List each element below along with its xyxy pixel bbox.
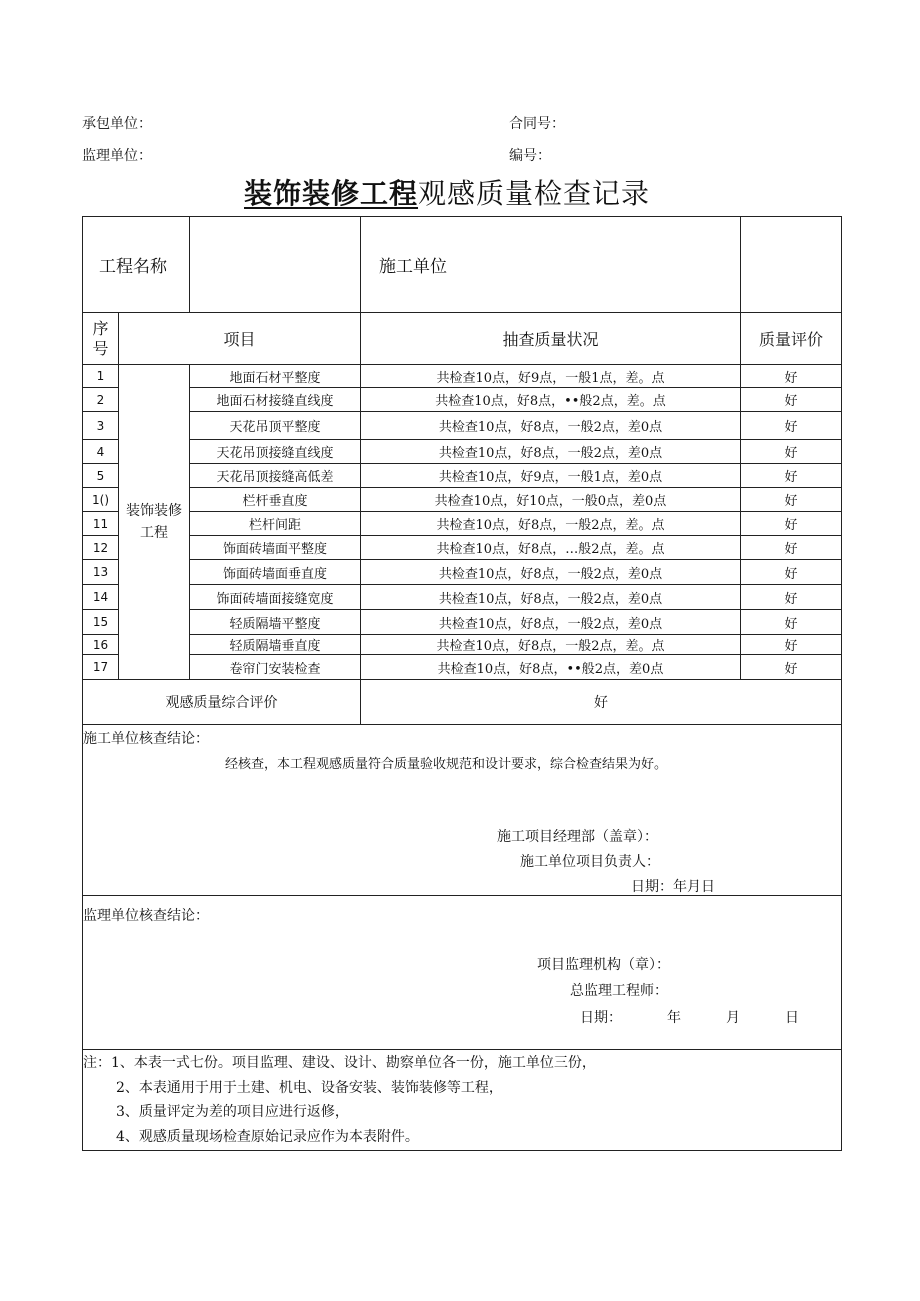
- row-number: 14: [83, 585, 119, 610]
- supervision-year: 年: [667, 1010, 681, 1026]
- table-row: [83, 388, 842, 412]
- row-item: 卷帘门安装检查: [190, 655, 361, 680]
- row-status: 共检查10点，好8点，一般2点，差0点: [361, 610, 741, 635]
- table-row: [83, 655, 842, 680]
- construction-unit-label: [361, 217, 741, 313]
- table-row: [83, 365, 842, 388]
- row-status: 共检查10点，好10点，一般0点，差0点: [361, 488, 741, 512]
- row-number: 3: [83, 412, 119, 440]
- construction-seal: 施工项目经理部（盖章）：: [497, 829, 658, 845]
- row-item: 天花吊顶接缝高低差: [190, 464, 361, 488]
- construction-review-cell: [83, 725, 842, 896]
- table-row: [83, 440, 842, 464]
- row-number: 5: [83, 464, 119, 488]
- row-item: 栏杆间距: [190, 512, 361, 536]
- row-status: 共检查10点，好8点，一般2点，差0点: [361, 412, 741, 440]
- col-item-header: 项目: [119, 313, 361, 365]
- row-item: 饰面砖墙面平整度: [190, 536, 361, 560]
- row-item: 栏杆垂直度: [190, 488, 361, 512]
- row-rating: 好: [741, 464, 842, 488]
- table-row: [83, 635, 842, 655]
- row-status: 共检查10点，好8点，••般2点，差。点: [361, 388, 741, 412]
- col-rating-header: 质量评价: [741, 313, 842, 365]
- supervision-date-label: 日期：: [580, 1010, 622, 1026]
- supervision-day: 日: [785, 1010, 799, 1026]
- row-rating: 好: [741, 412, 842, 440]
- row-rating: 好: [741, 365, 842, 388]
- supervision-review-title: 监理单位核查结论：: [83, 908, 209, 924]
- row-status: 共检查10点，好8点，一般2点，差0点: [361, 560, 741, 585]
- row-rating: 好: [741, 585, 842, 610]
- row-status: 共检查10点，好8点，一般2点，差0点: [361, 585, 741, 610]
- supervision-review-row: [83, 896, 842, 1050]
- row-item: 地面石材平整度: [190, 365, 361, 388]
- table-row: [83, 464, 842, 488]
- row-status: 共检查10点，好9点，一般1点，差。点: [361, 365, 741, 388]
- title-underlined: 装饰装修工程: [244, 177, 419, 210]
- summary-label: 观感质量综合评价: [83, 680, 361, 725]
- construction-date: 日期：年月日: [631, 879, 715, 895]
- row-rating: 好: [741, 512, 842, 536]
- serial-no-label: 编号：: [509, 148, 551, 164]
- project-name-value[interactable]: [190, 217, 361, 313]
- row-item: 轻质隔墙平整度: [190, 610, 361, 635]
- row-rating: 好: [741, 440, 842, 464]
- row-number: 1: [83, 365, 119, 388]
- construction-unit-label-text: 施工单位: [379, 257, 447, 277]
- supervision-engineer: 总监理工程师：: [570, 983, 668, 999]
- row-status: 共检查10点，好8点，••般2点，差0点: [361, 655, 741, 680]
- row-rating: 好: [741, 536, 842, 560]
- row-item: 轻质隔墙垂直度: [190, 635, 361, 655]
- row-status: 共检查10点，好8点，一般2点，差0点: [361, 440, 741, 464]
- row-number: 4: [83, 440, 119, 464]
- table-row: [83, 585, 842, 610]
- col-status-header: 抽查质量状况: [361, 313, 741, 365]
- table-row: [83, 536, 842, 560]
- page-title: [244, 172, 650, 212]
- table-row: [83, 512, 842, 536]
- contract-no-label: 合同号：: [509, 116, 565, 132]
- summary-row: [83, 680, 842, 725]
- row-rating: 好: [741, 655, 842, 680]
- inspection-table: [82, 216, 842, 1151]
- contractor-label: 承包单位：: [82, 116, 152, 132]
- row-number: 1(): [83, 488, 119, 512]
- supervision-org: 项目监理机构（章）：: [537, 957, 670, 973]
- column-header-row: [83, 313, 842, 365]
- row-number: 13: [83, 560, 119, 585]
- info-row: [83, 217, 842, 313]
- supervision-review-cell: [83, 896, 842, 1050]
- notes-cell: [83, 1050, 842, 1151]
- category-cell: 装饰装修工程: [119, 365, 190, 680]
- row-rating: 好: [741, 610, 842, 635]
- row-number: 16: [83, 635, 119, 655]
- construction-person: 施工单位项目负责人：: [520, 854, 660, 870]
- row-rating: 好: [741, 388, 842, 412]
- row-number: 2: [83, 388, 119, 412]
- table-row: [83, 560, 842, 585]
- construction-review-row: [83, 725, 842, 896]
- table-row: [83, 488, 842, 512]
- table-row: [83, 610, 842, 635]
- row-item: 天花吊顶接缝直线度: [190, 440, 361, 464]
- supervisor-label: 监理单位：: [82, 148, 152, 164]
- note-line: 2、本表通用于用于土建、机电、设备安装、装饰装修等工程，: [116, 1080, 503, 1096]
- construction-review-text: 经核查，本工程观感质量符合质量验收规范和设计要求，综合检查结果为好。: [225, 757, 668, 772]
- row-rating: 好: [741, 560, 842, 585]
- row-item: 地面石材接缝直线度: [190, 388, 361, 412]
- project-name-label: 工程名称: [83, 217, 190, 313]
- row-status: 共检查10点，好9点，一般1点，差0点: [361, 464, 741, 488]
- row-item: 天花吊顶平整度: [190, 412, 361, 440]
- construction-unit-value[interactable]: [741, 217, 842, 313]
- row-status: 共检查10点，好8点，…般2点，差。点: [361, 536, 741, 560]
- row-number: 15: [83, 610, 119, 635]
- summary-value: 好: [361, 680, 842, 725]
- row-item: 饰面砖墙面接缝宽度: [190, 585, 361, 610]
- title-rest: 观感质量检查记录: [418, 177, 651, 210]
- col-seq-header: 序号: [83, 313, 119, 365]
- table-row: [83, 412, 842, 440]
- note-line: 注：1、本表一式七份。项目监理、建设、设计、勘察单位各一份，施工单位三份，: [83, 1055, 596, 1071]
- construction-review-title: 施工单位核查结论：: [83, 731, 209, 747]
- notes-row: [83, 1050, 842, 1151]
- supervision-month: 月: [726, 1010, 740, 1026]
- row-rating: 好: [741, 488, 842, 512]
- row-status: 共检查10点，好8点，一般2点，差。点: [361, 635, 741, 655]
- row-status: 共检查10点，好8点，一般2点，差。点: [361, 512, 741, 536]
- note-line: 3、质量评定为差的项目应进行返修，: [116, 1104, 349, 1120]
- note-line: 4、观感质量现场检查原始记录应作为本表附件。: [116, 1129, 419, 1145]
- row-number: 12: [83, 536, 119, 560]
- row-number: 17: [83, 655, 119, 680]
- row-item: 饰面砖墙面垂直度: [190, 560, 361, 585]
- row-number: 11: [83, 512, 119, 536]
- row-rating: 好: [741, 635, 842, 655]
